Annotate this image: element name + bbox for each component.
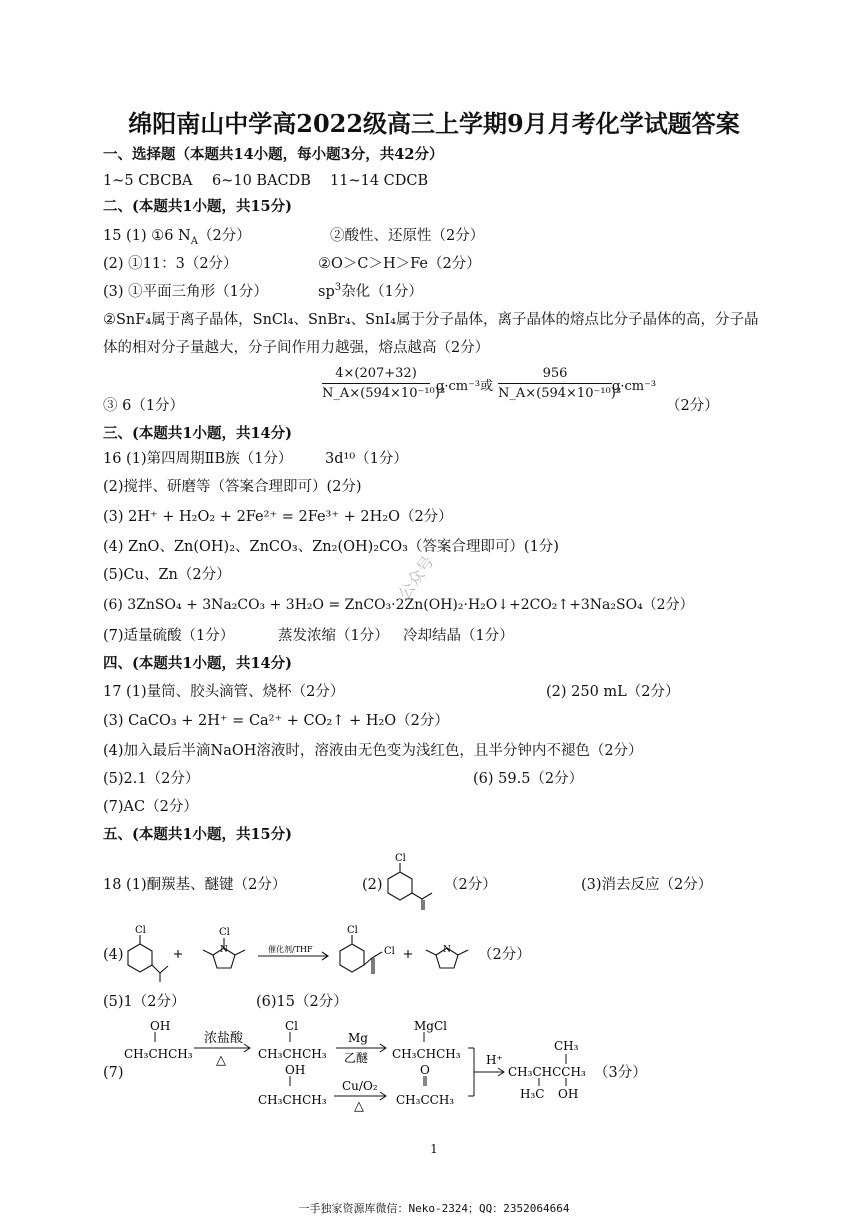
q15-1b: ②酸性、还原性（2分） <box>330 228 485 244</box>
r6-hplus: H⁺ <box>486 1053 503 1067</box>
q15-1a-sub: A <box>190 235 198 247</box>
unit-1: g·cm⁻³或 <box>436 379 494 394</box>
q15-1a-text: 15 (1) ①6 N <box>103 228 191 244</box>
r7-ch3: CH₃ <box>554 1039 579 1053</box>
q16-7a: (7)适量硫酸（1分） <box>103 628 235 644</box>
r3-sm: CH₃CHCH₃ <box>392 1047 461 1061</box>
q17-5: (5)2.1（2分） <box>103 771 200 787</box>
answer-1-5: 1~5 CBCBA <box>103 173 193 189</box>
q18-5: (5)1（2分） <box>103 994 186 1010</box>
r1-sm: CH₃CHCH₃ <box>124 1047 193 1061</box>
q15-3c-line2: 体的相对分子量越大，分子间作用力越强，熔点越高（2分） <box>103 340 490 356</box>
q18-4-r1-cl: Cl <box>135 925 146 936</box>
section-4-heading: 四、(本题共1小题，共14分) <box>103 655 292 672</box>
q16-7c: 冷却结晶（1分） <box>403 628 514 644</box>
r1-cond-b: △ <box>216 1053 226 1068</box>
unit-2: g·cm⁻³ <box>612 379 657 394</box>
q17-3: (3) CaCO₃ + 2H⁺ = Ca²⁺ + CO₂↑ + H₂O（2分） <box>103 713 449 729</box>
q15-3c-line1: ②SnF₄属于离子晶体，SnCl₄、SnBr₄、SnI₄属于分子晶体，离子晶体的熔点比分子晶体的高，分子晶 <box>103 312 759 328</box>
q16-2: (2)搅拌、研磨等（答案合理即可）(2分) <box>103 479 362 495</box>
frac1-numerator: 4×(207+32) <box>322 366 430 384</box>
section-1-heading: 一、选择题（本题共14小题，每小题3分，共42分） <box>103 146 444 163</box>
r2-cl: Cl <box>285 1019 299 1033</box>
q15-3d-pts: （2分） <box>666 398 719 414</box>
section-2-heading: 二、(本题共1小题，共15分) <box>103 198 292 215</box>
q18-4-p1-ring-cl: Cl <box>347 925 358 936</box>
r1-cond: 浓盐酸 <box>204 1031 244 1046</box>
q15-2b: ②O＞C＞H＞Fe（2分） <box>318 256 481 272</box>
r2-sm: CH₃CHCH₃ <box>258 1047 327 1061</box>
q18-2-cl-label: Cl <box>395 853 406 864</box>
q17-4: (4)加入最后半滴NaOH溶液时，溶液由无色变为浅红色，且半分钟内不褪色（2分） <box>103 743 643 759</box>
q18-6: (6)15（2分） <box>256 994 348 1010</box>
q16-7b: 蒸发浓缩（1分） <box>278 628 389 644</box>
page-number: 1 <box>430 1142 438 1156</box>
frac2-denominator: N_A×(594×10⁻¹⁰)³ <box>498 386 622 401</box>
q18-4-ncs-cl: Cl <box>219 927 230 938</box>
section-5-heading: 五、(本题共1小题，共15分) <box>103 826 292 843</box>
r4-cond: Cu/O₂ <box>342 1079 378 1093</box>
q18-3: (3)消去反应（2分） <box>581 877 713 893</box>
q15-1a <box>103 227 251 245</box>
r7-prod: CH₃CHCCH₃ <box>508 1065 586 1079</box>
q15-3b-post: 杂化（1分） <box>341 284 423 300</box>
answer-6-10: 6~10 BACDB <box>212 173 311 189</box>
r5-acetone: CH₃CCH₃ <box>396 1093 455 1107</box>
q18-1: 18 (1)酮羰基、醚键（2分） <box>103 877 287 893</box>
r4-oh: OH <box>285 1063 306 1077</box>
q18-4-pts: （2分） <box>478 947 531 963</box>
page-title: 绵阳南山中学高2022级高三上学期9月月考化学试题答案 <box>128 109 740 138</box>
r4-sm: CH₃CHCH₃ <box>258 1093 327 1107</box>
q18-4-label: (4) <box>103 947 124 963</box>
q18-4-ncs-n: N <box>220 945 228 955</box>
section-3-heading: 三、(本题共1小题，共14分) <box>103 425 292 442</box>
r2-cond-b: 乙醚 <box>344 1051 369 1065</box>
q15-3b-sup: 3 <box>334 282 342 294</box>
density-fraction-2 <box>498 366 622 401</box>
q15-2a: (2) ①11：3（2分） <box>103 256 238 272</box>
frac2-numerator: 956 <box>498 366 612 384</box>
q18-2-label: (2) <box>362 877 383 893</box>
q17-2: (2) 250 mL（2分） <box>546 684 680 700</box>
r4-cond-b: △ <box>354 1099 364 1114</box>
watermark: 公众号 <box>394 552 438 603</box>
q15-3b-pre: sp <box>318 284 335 300</box>
r2-cond: Mg <box>348 1031 368 1045</box>
q15-3a: (3) ①平面三角形（1分） <box>103 284 268 300</box>
q17-7: (7)AC（2分） <box>103 799 198 815</box>
q16-1a: 16 (1)第四周期ⅡB族（1分） <box>103 451 293 467</box>
q18-4-p1-cl: Cl <box>384 946 395 957</box>
r5-o: O <box>420 1063 430 1077</box>
q16-3: (3) 2H⁺ + H₂O₂ + 2Fe²⁺ = 2Fe³⁺ + 2H₂O（2分） <box>103 509 453 525</box>
q16-1b: 3d¹⁰（1分） <box>325 451 408 467</box>
footer-contact: 一手独家资源库微信：Neko-2324；QQ：2352064664 <box>298 1202 570 1215</box>
q16-4: (4) ZnO、Zn(OH)₂、ZnCO₃、Zn₂(OH)₂CO₃（答案合理即可）(1分) <box>103 539 559 555</box>
q18-2-pts: （2分） <box>444 877 497 893</box>
frac1-denominator: N_A×(594×10⁻¹⁰)³ <box>322 386 446 401</box>
q18-4-reaction <box>120 922 540 992</box>
density-fraction-1 <box>322 366 446 401</box>
q17-6: (6) 59.5（2分） <box>473 771 584 787</box>
r7-oh: OH <box>558 1087 579 1101</box>
q17-1: 17 (1)量筒、胶头滴管、烧杯（2分） <box>103 684 345 700</box>
q18-4-condition: 催化剂/THF <box>268 945 313 954</box>
r7-h3c: H₃C <box>520 1087 545 1101</box>
q18-7-pts: （3分） <box>594 1065 647 1081</box>
answer-11-14: 11~14 CDCB <box>330 173 429 189</box>
q15-3b <box>318 283 423 301</box>
r1-oh: OH <box>150 1019 171 1033</box>
q16-6: (6) 3ZnSO₄ + 3Na₂CO₃ + 3H₂O = ZnCO₃·2Zn(OH)₂·H₂O↓+2CO₂↑+3Na₂SO₄（2分） <box>103 597 694 613</box>
q18-2-structure <box>380 850 440 918</box>
q18-7-label: (7) <box>103 1065 124 1081</box>
q15-3d: ③ 6（1分） <box>103 398 185 414</box>
q16-5: (5)Cu、Zn（2分） <box>103 567 231 583</box>
q15-1a-pts: （2分） <box>197 228 251 244</box>
q18-4-p2-n: N <box>443 945 451 955</box>
r3-mgcl: MgCl <box>414 1019 447 1033</box>
q18-7-synthesis <box>118 1018 658 1118</box>
